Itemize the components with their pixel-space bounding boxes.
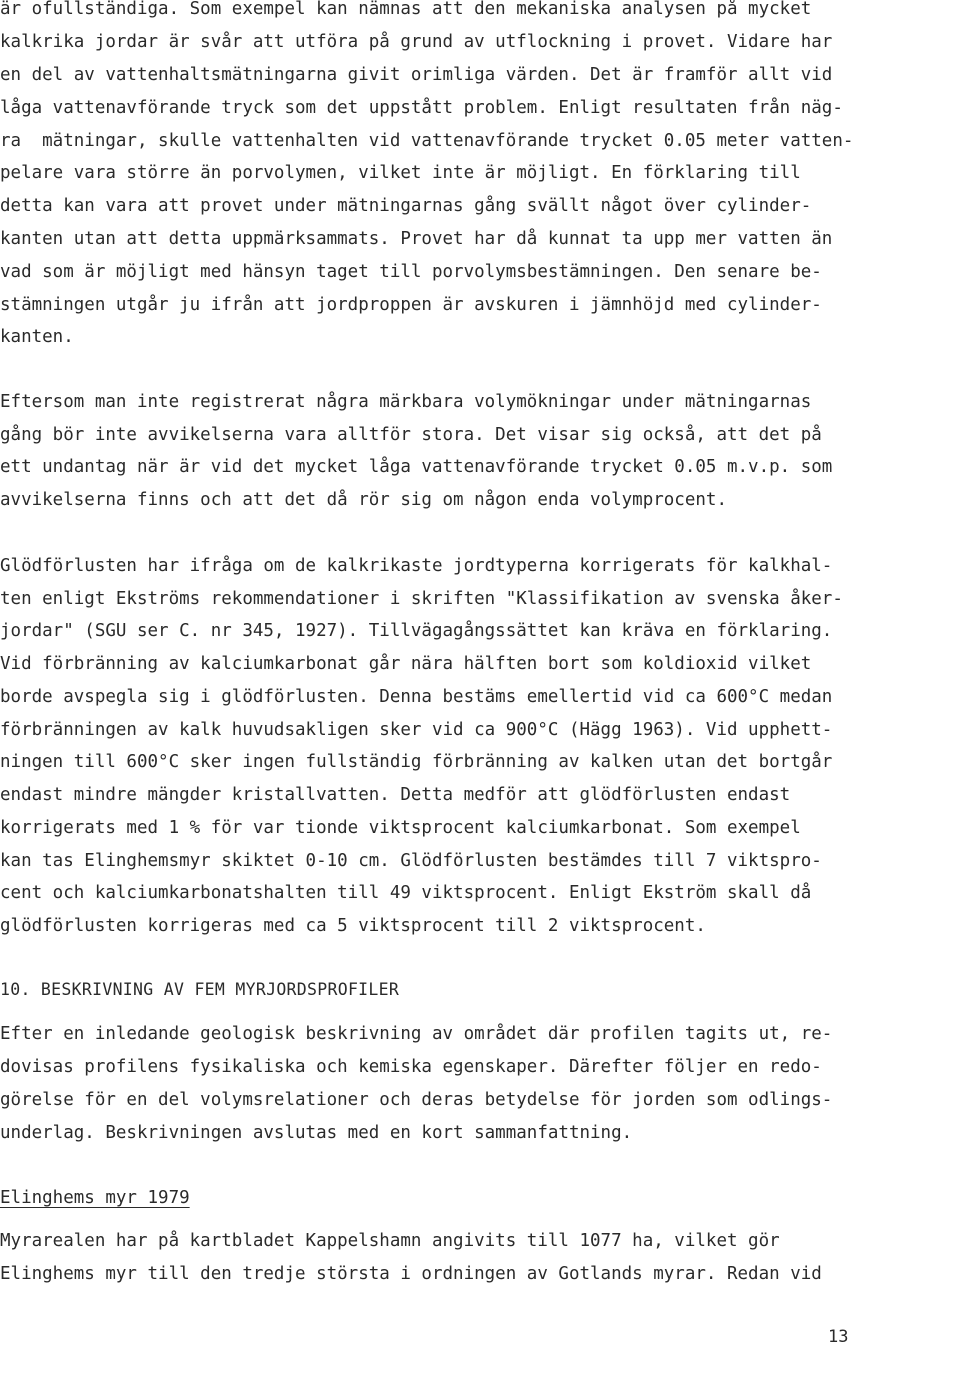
text-line: kanten utan att detta uppmärksammats. Provet har då kunnat ta upp mer vatten än [0,229,833,249]
text-line: kan tas Elinghemsmyr skiktet 0-10 cm. Glödförlusten bestämdes till 7 viktspro- [0,851,822,871]
text-line: gång bör inte avvikelserna vara alltför stora. Det visar sig också, att det på [0,425,822,445]
text-line: förbränningen av kalk huvudsakligen sker vid ca 900°C (Hägg 1963). Vid upphett- [0,720,833,740]
text-line: kalkrika jordar är svår att utföra på grund av utflockning i provet. Vidare har [0,32,833,52]
page-number: 13 [828,1327,849,1347]
section-heading: 10. BESKRIVNING AV FEM MYRJORDSPROFILER [0,980,400,999]
subheading: Elinghems myr 1979 [0,1188,190,1208]
text-line: görelse för en del volymsrelationer och deras betydelse för jorden som odlings- [0,1090,833,1110]
text-line: stämningen utgår ju ifrån att jordproppen är avskuren i jämnhöjd med cylinder- [0,295,822,315]
text-line: ningen till 600°C sker ingen fullständig förbränning av kalken utan det bortgår [0,752,833,772]
text-line: endast mindre mängder kristallvatten. Detta medför att glödförlusten endast [0,785,791,805]
text-line: borde avspegla sig i glödförlusten. Denna bestäms emellertid vid ca 600°C medan [0,687,833,707]
text-line: Eftersom man inte registrerat några märkbara volymökningar under mätningarnas [0,392,812,412]
text-line: Elinghems myr till den tredje största i ordningen av Gotlands myrar. Redan vid [0,1264,822,1284]
text-line: Efter en inledande geologisk beskrivning av området där profilen tagits ut, re- [0,1024,833,1044]
text-line: dovisas profilens fysikaliska och kemiska egenskaper. Därefter följer en redo- [0,1057,822,1077]
text-line: pelare vara större än porvolymen, vilket inte är möjligt. En förklaring till [0,163,801,183]
text-line: Vid förbränning av kalciumkarbonat går nära hälften bort som koldioxid vilket [0,654,812,674]
text-line: jordar" (SGU ser C. nr 345, 1927). Tillvägagångssättet kan kräva en förklaring. [0,621,833,641]
text-line: Glödförlusten har ifråga om de kalkrikaste jordtyperna korrigerats för kalkhal- [0,556,833,576]
text-line: låga vattenavförande tryck som det uppstått problem. Enligt resultaten från näg- [0,98,843,118]
text-line: Myrarealen har på kartbladet Kappelshamn angivits till 1077 ha, vilket gör [0,1231,780,1251]
text-line: en del av vattenhaltsmätningarna givit orimliga värden. Det är framför allt vid [0,65,833,85]
text-line: detta kan vara att provet under mätningarnas gång svällt något över cylinder- [0,196,812,216]
text-line: glödförlusten korrigeras med ca 5 viktsprocent till 2 viktsprocent. [0,916,706,936]
text-line: underlag. Beskrivningen avslutas med en kort sammanfattning. [0,1123,633,1143]
text-line: är ofullständiga. Som exempel kan nämnas att den mekaniska analysen på mycket [0,0,812,19]
text-line: ten enligt Ekströms rekommendationer i skriften "Klassifikation av svenska åker- [0,589,843,609]
text-line: vad som är möjligt med hänsyn taget till porvolymsbestämningen. Den senare be- [0,262,822,282]
text-line: korrigerats med 1 % för var tionde viktsprocent kalciumkarbonat. Som exempel [0,818,801,838]
text-line: avvikelserna finns och att det då rör sig om någon enda volymprocent. [0,490,727,510]
text-line: cent och kalciumkarbonatshalten till 49 viktsprocent. Enligt Ekström skall då [0,883,812,903]
text-line: kanten. [0,327,74,347]
text-line: ra mätningar, skulle vattenhalten vid vattenavförande trycket 0.05 meter vatten- [0,131,854,151]
text-line: ett undantag när är vid det mycket låga vattenavförande trycket 0.05 m.v.p. som [0,457,833,477]
